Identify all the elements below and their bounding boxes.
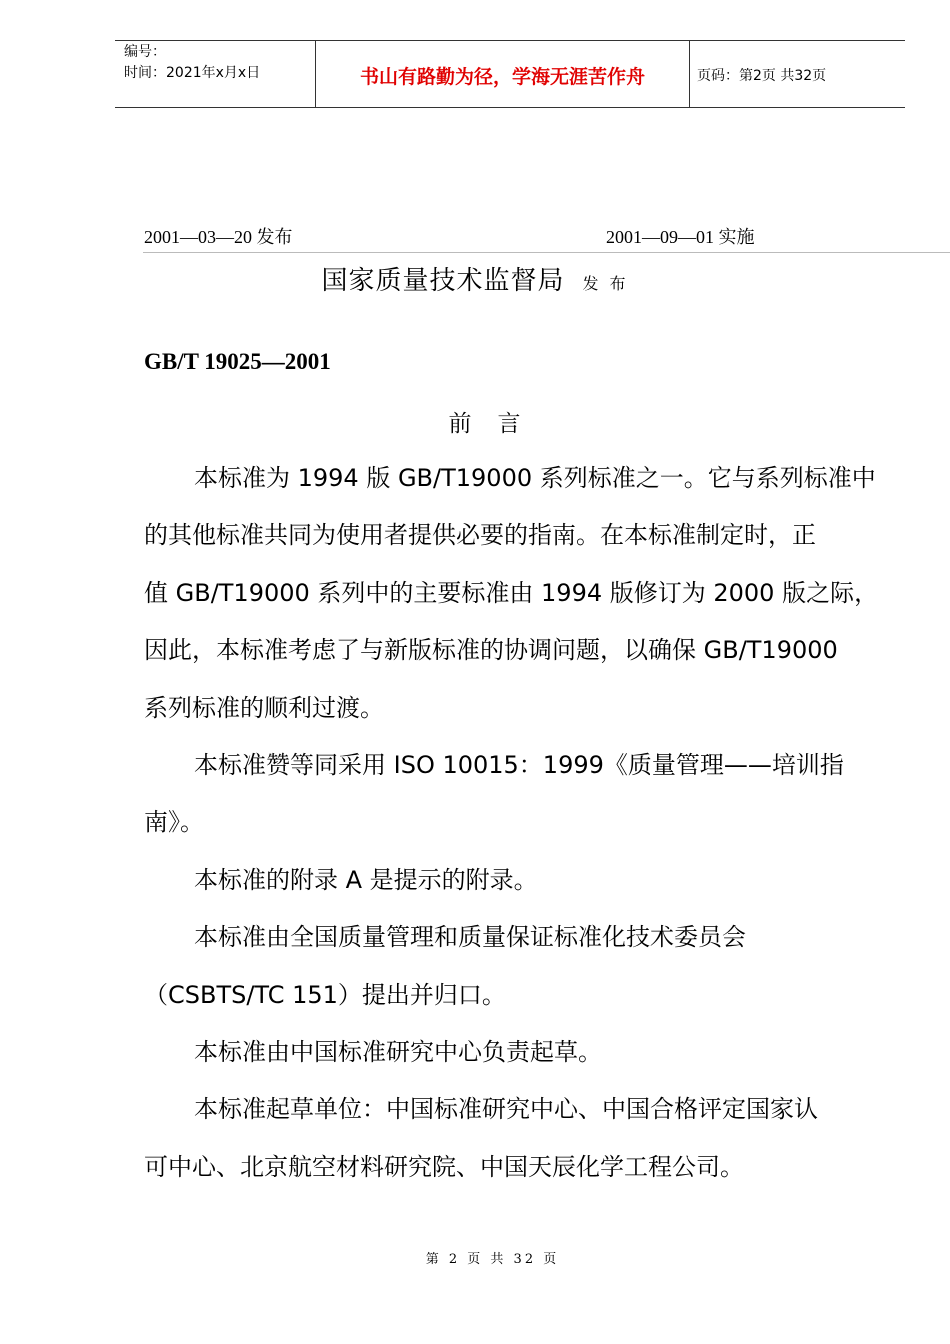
paragraph [144, 852, 879, 909]
standard-number: GB/T 19025—2001 [144, 349, 331, 374]
paragraph-line: 值 GB/T19000 系列中的主要标准由 1994 版修订为 2000 版之际， [144, 578, 879, 607]
paragraph-line: 本标准为 1994 版 GB/T19000 系列标准之一。它与系列标准中 [194, 464, 876, 492]
paragraph [144, 1081, 879, 1196]
paragraph-line: 本标准起草单位：中国标准研究中心、中国合格评定国家认 [194, 1095, 818, 1124]
paragraph-line: （CSBTS/TC 151）提出并归口。 [144, 980, 506, 1009]
issuer-org: 国家质量技术监督局 [321, 266, 565, 296]
date-separator-line [143, 252, 950, 253]
paragraph-line: 本标准由中国标准研究中心负责起草。 [194, 1038, 602, 1067]
header-time-label: 时间：2021年x月x日 [124, 65, 261, 81]
issuer-line [0, 260, 950, 297]
paragraph [144, 909, 879, 1024]
paragraph [144, 1024, 879, 1081]
header-divider-2 [689, 40, 690, 107]
paragraph-line: 因此，本标准考虑了与新版标准的协调问题，以确保 GB/T19000 [144, 636, 838, 665]
paragraph [144, 737, 879, 852]
paragraph-line: 本标准赞等同采用 ISO 10015：1999《质量管理——培训指 [194, 751, 844, 780]
header-bottom-border [115, 107, 905, 108]
header-page-info: 页码：第2页 共32页 [697, 68, 827, 84]
section-title: 前言 [448, 411, 547, 437]
paragraph-line: 南》。 [144, 808, 204, 837]
issuer-action: 发 布 [582, 274, 629, 293]
paragraph [144, 450, 879, 737]
header-motto: 书山有路勤为径，学海无涯苦作舟 [359, 66, 645, 88]
paragraph-line: 本标准由全国质量管理和质量保证标准化技术委员会 [194, 923, 746, 952]
header-meta [124, 42, 260, 84]
header-number-label: 编号： [124, 44, 166, 60]
preface-body [144, 450, 879, 1196]
header-top-border [115, 40, 905, 41]
paragraph-line: 系列标准的顺利过渡。 [144, 693, 384, 722]
publish-date: 2001—03—20 发布 [144, 227, 293, 247]
paragraph-line: 本标准的附录 A 是提示的附录。 [194, 865, 538, 894]
implement-date: 2001—09—01 实施 [606, 227, 755, 247]
paragraph-line: 的其他标准共同为使用者提供必要的指南。在本标准制定时，正 [144, 521, 816, 550]
paragraph-line: 可中心、北京航空材料研究院、中国天辰化学工程公司。 [144, 1152, 744, 1181]
page-footer: 第 2 页 共 32 页 [425, 1252, 560, 1267]
